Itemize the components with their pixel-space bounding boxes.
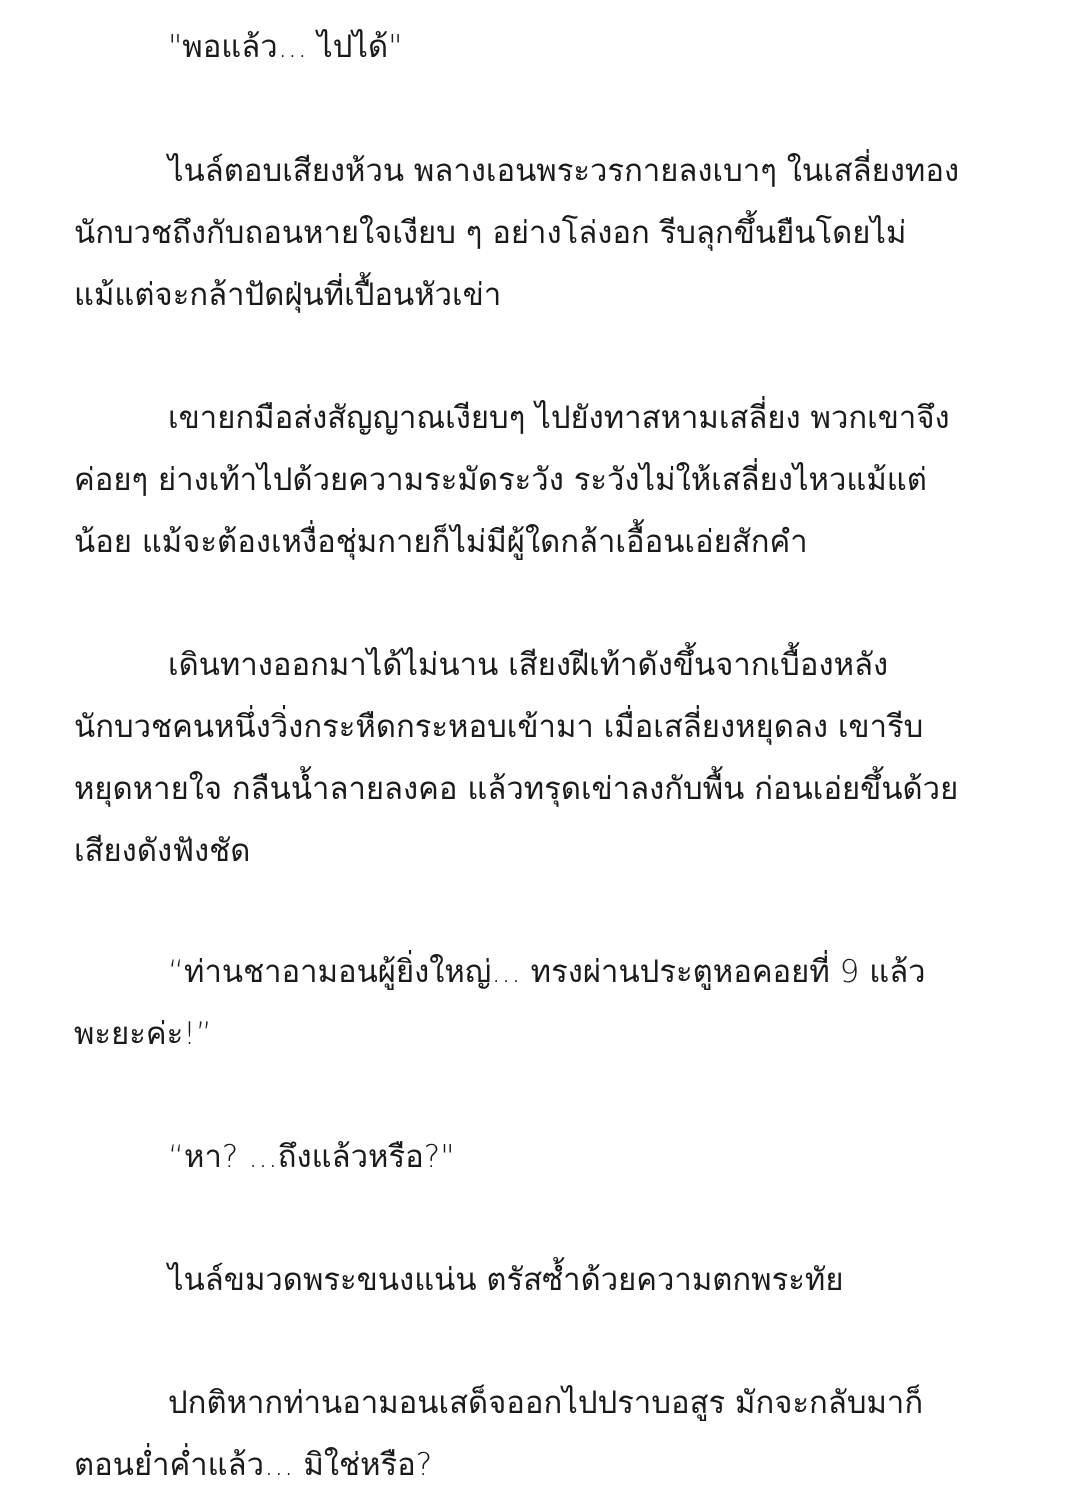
text-line: ไนล์ตอบเสียงห้วน พลางเอนพระวรกายลงเบาๆ ในเสลี่ยงทอง [168, 153, 960, 189]
paragraph-5 [74, 941, 1014, 1065]
paragraph-6 [74, 1126, 1014, 1188]
paragraph-1 [74, 16, 1014, 78]
text-line: เดินทางออกมาได้ไม่นาน เสียงฝีเท้าดังขึ้นจากเบื้องหลัง [168, 647, 889, 683]
text-line: ปกติหากท่านอามอนเสด็จออกไปปราบอสูร มักจะกลับมาก็ [168, 1385, 924, 1421]
paragraph-4 [74, 634, 1014, 882]
text-line: พะยะค่ะ!” [74, 1016, 212, 1052]
paragraph-2 [74, 140, 1014, 326]
text-line: "พอแล้ว... ไปได้" [168, 29, 403, 65]
text-line: ไนล์ขมวดพระขนงแน่น ตรัสซ้ำด้วยความตกพระทัย [168, 1262, 844, 1298]
paragraph-7 [74, 1249, 1014, 1311]
text-line: นักบวชคนหนึ่งวิ่งกระหืดกระหอบเข้ามา เมื่อเสลี่ยงหยุดลง เขารีบ [74, 709, 924, 745]
text-line: น้อย แม้จะต้องเหงื่อชุ่มกายก็ไม่มีผู้ใดกล้าเอื้อนเอ่ยสักคำ [74, 524, 808, 560]
text-line: “หา? ...ถึงแล้วหรือ?" [168, 1139, 455, 1175]
text-line: เสียงดังฟังชัด [74, 833, 251, 869]
text-line: นักบวชถึงกับถอนหายใจเงียบ ๆ อย่างโล่งอก รีบลุกขึ้นยืนโดยไม่ [74, 215, 907, 251]
text-line: แม้แต่จะกล้าปัดฝุ่นที่เปื้อนหัวเข่า [74, 277, 502, 313]
text-line: ตอนย่ำค่ำแล้ว... มิใช่หรือ? [74, 1447, 433, 1483]
paragraph-3 [74, 387, 1014, 573]
text-line: หยุดหายใจ กลืนน้ำลายลงคอ แล้วทรุดเข่าลงกับพื้น ก่อนเอ่ยขึ้นด้วย [74, 771, 959, 807]
text-line: เขายกมือส่งสัญญาณเงียบๆ ไปยังทาสหามเสลี่ยง พวกเขาจึง [168, 400, 950, 436]
text-line: ค่อยๆ ย่างเท้าไปด้วยความระมัดระวัง ระวังไม่ให้เสลี่ยงไหวแม้แต่ [74, 462, 927, 498]
paragraph-8 [74, 1372, 1014, 1496]
text-line: “ท่านชาอามอนผู้ยิ่งใหญ่... ทรงผ่านประตูหอคอยที่ 9 แล้ว [168, 954, 926, 990]
